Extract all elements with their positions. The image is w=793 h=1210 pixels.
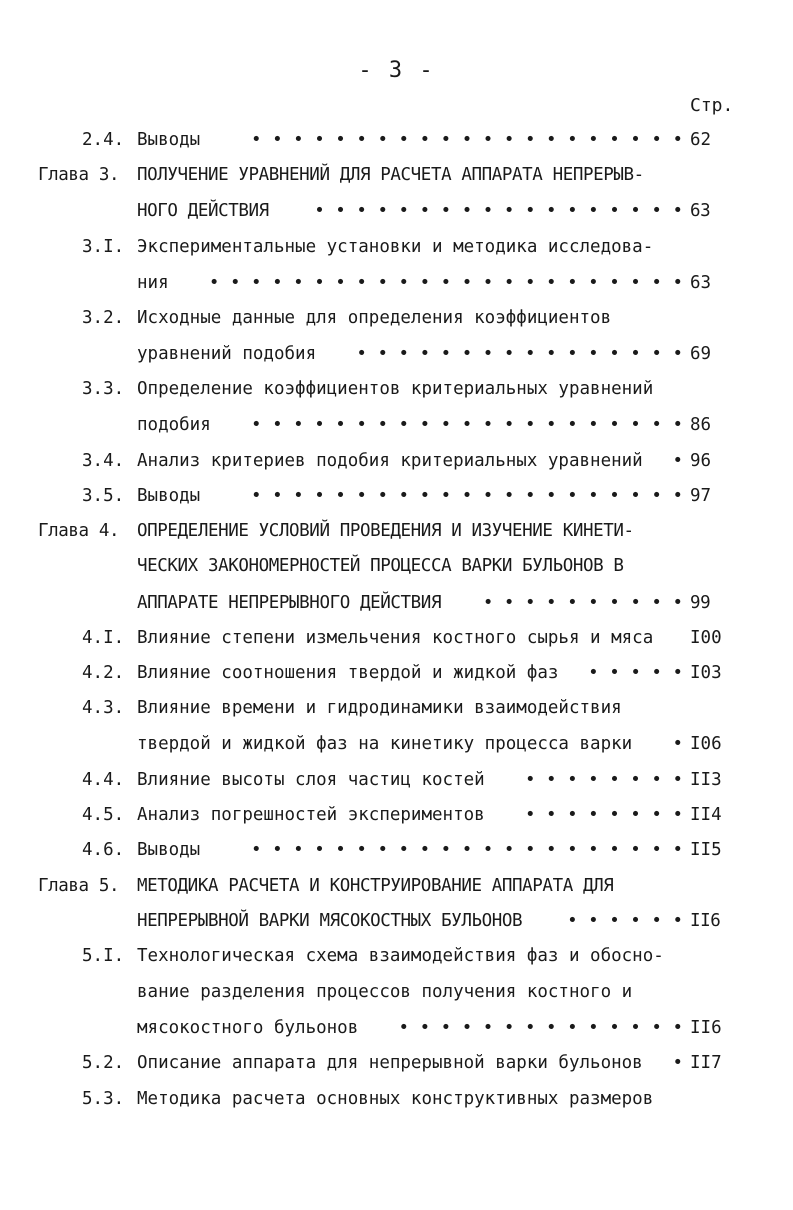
toc-line [0,481,793,511]
toc-section-number: 4.6. [82,840,125,860]
toc-line [0,232,793,262]
toc-leader-dots: • • • • • • • • [524,805,683,825]
toc-page-number: 99 [690,593,711,613]
toc-section-number: 4.I. [82,628,125,648]
toc-title: Технологическая схема взаимодействия фаз и обосно- [137,946,664,966]
toc-page-number: II5 [690,840,722,860]
toc-page-number: 63 [690,201,711,221]
toc-leader-dots: • • • • • • • • [524,770,683,790]
page-column-header: Стр. [690,95,734,116]
toc-section-number: 3.3. [82,379,125,399]
toc-leader-dots: • [672,734,683,754]
toc-line [0,693,793,723]
toc-page-number: II7 [690,1053,722,1073]
toc-title: Влияние высоты слоя частиц костей [137,770,485,790]
toc-title: НЕПРЕРЫВНОЙ ВАРКИ МЯСОКОСТНЫХ БУЛЬОНОВ [137,911,523,931]
toc-line [0,551,793,581]
toc-page-number: I03 [690,663,722,683]
toc-title: Выводы [137,486,201,506]
toc-section-number: 4.2. [82,663,125,683]
toc-title: Влияние времени и гидродинамики взаимодействия [137,698,622,718]
toc-title: Исходные данные для определения коэффициентов [137,308,612,328]
toc-title: Определение коэффициентов критериальных уравнений [137,379,654,399]
toc-leader-dots: • • • • • • [567,911,683,931]
toc-line [0,516,793,546]
toc-page-number: I06 [690,734,722,754]
toc-line [0,1084,793,1114]
toc-title: ОПРЕДЕЛЕНИЕ УСЛОВИЙ ПРОВЕДЕНИЯ И ИЗУЧЕНИЕ КИНЕТИ- [137,521,634,541]
toc-title: ПОЛУЧЕНИЕ УРАВНЕНИЙ ДЛЯ РАСЧЕТА АППАРАТА НЕПРЕРЫВ- [137,165,644,185]
toc-title: ния [137,273,169,293]
toc-leader-dots: • • • • • • • • • • • • • • • • • • • • • [251,840,683,860]
toc-leader-dots: • • • • • • • • • • • • • • • • [356,344,683,364]
toc-line [0,125,793,155]
toc-leader-dots: • • • • • [588,663,683,683]
toc-line [0,1048,793,1078]
toc-line [0,658,793,688]
toc-section-number: 4.4. [82,770,125,790]
toc-page-number: 86 [690,415,712,435]
toc-title: Влияние соотношения твердой и жидкой фаз [137,663,559,683]
toc-chapter-number: Глава 4. [38,521,120,541]
toc-page-number: 63 [690,273,712,293]
toc-title: Выводы [137,130,201,150]
toc-line [0,374,793,404]
page-number: - 3 - [358,58,435,83]
toc-line [0,906,793,936]
toc-page-number: 97 [690,486,712,506]
toc-line [0,977,793,1007]
toc-line [0,1013,793,1043]
toc-line [0,800,793,830]
toc-title: ЧЕСКИХ ЗАКОНОМЕРНОСТЕЙ ПРОЦЕССА ВАРКИ БУЛЬОНОВ В [137,556,624,576]
toc-leader-dots: • [672,1053,683,1073]
toc-title: АППАРАТЕ НЕПРЕРЫВНОГО ДЕЙСТВИЯ [137,593,442,613]
toc-page-number: II4 [690,805,722,825]
toc-leader-dots: • • • • • • • • • • • • • • [398,1018,683,1038]
toc-section-number: 5.2. [82,1053,125,1073]
toc-leader-dots: • • • • • • • • • • • • • • • • • • • • • • • [208,273,683,293]
toc-title: твердой и жидкой фаз на кинетику процесса варки [137,734,633,754]
toc-line [0,446,793,476]
toc-section-number: 5.I. [82,946,125,966]
toc-page-number: II6 [690,1018,722,1038]
toc-page-number: II3 [690,770,722,790]
toc-title: Влияние степени измельчения костного сырья и мяса [137,628,654,648]
toc-leader-dots: • • • • • • • • • • [482,593,683,613]
toc-title: Анализ погрешностей экспериментов [137,805,485,825]
toc-line [0,268,793,298]
toc-line [0,941,793,971]
toc-section-number: 3.5. [82,486,125,506]
toc-line [0,160,793,190]
toc-section-number: 5.3. [82,1089,125,1109]
toc-title: подобия [137,415,211,435]
toc-title: Описание аппарата для непрерывной варки бульонов [137,1053,643,1073]
toc-line [0,623,793,653]
toc-title: МЕТОДИКА РАСЧЕТА И КОНСТРУИРОВАНИЕ АППАРАТА ДЛЯ [137,876,614,896]
toc-title: уравнений подобия [137,344,317,364]
toc-line [0,765,793,795]
toc-section-number: 3.I. [82,237,125,257]
toc-section-number: 4.5. [82,805,125,825]
toc-line [0,588,793,618]
toc-title: Экспериментальные установки и методика исследова- [137,237,654,257]
toc-line [0,196,793,226]
toc-line [0,410,793,440]
toc-title: вание разделения процессов получения костного и [137,982,633,1002]
toc-leader-dots: • • • • • • • • • • • • • • • • • • [314,201,683,221]
toc-section-number: 3.2. [82,308,125,328]
toc-leader-dots: • [672,451,683,471]
toc-chapter-number: Глава 5. [38,876,120,896]
toc-line [0,339,793,369]
toc-title: мясокостного бульонов [137,1018,359,1038]
toc-page-number: 62 [690,130,712,150]
toc-leader-dots: • • • • • • • • • • • • • • • • • • • • • [251,415,683,435]
toc-title: Анализ критериев подобия критериальных уравнений [137,451,643,471]
toc-section-number: 2.4. [82,130,125,150]
toc-title: НОГО ДЕЙСТВИЯ [137,201,269,221]
toc-page-number: 69 [690,344,712,364]
toc-line [0,303,793,333]
toc-section-number: 4.3. [82,698,125,718]
toc-page-number: II6 [690,911,721,931]
toc-line [0,871,793,901]
toc-chapter-number: Глава 3. [38,165,120,185]
toc-line [0,835,793,865]
toc-leader-dots: • • • • • • • • • • • • • • • • • • • • • [251,486,683,506]
toc-section-number: 3.4. [82,451,125,471]
toc-line [0,729,793,759]
toc-page-number: I00 [690,628,722,648]
toc-page-number: 96 [690,451,712,471]
toc-title: Методика расчета основных конструктивных размеров [137,1089,654,1109]
toc-title: Выводы [137,840,201,860]
toc-leader-dots: • • • • • • • • • • • • • • • • • • • • • [251,130,683,150]
